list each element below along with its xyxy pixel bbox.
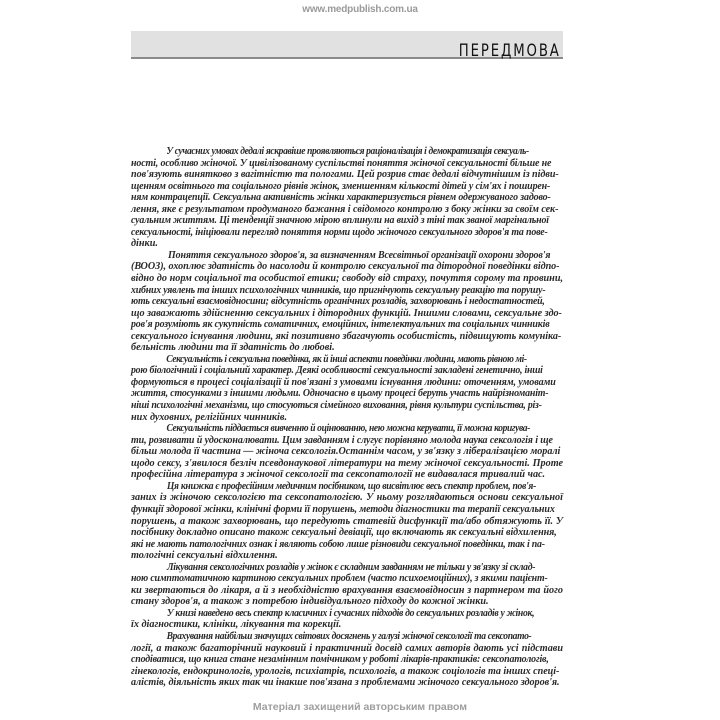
text-line: відно до норм соціальної та особистої етики; свободу від страху, почуття сорому та провини, [131,273,564,285]
text-line: ки звертаються до лікаря, а й з необхідністю врахування взаємовідносин з партнером та його [131,584,563,596]
text-line: які не мають патологічних ознак і являють собою лише різновиди сексуальної поведінки, так і па- [131,538,545,550]
text-line: рою біологічний і соціальний характер. Деякі особливості сексуальності закладені генетично, інші [131,365,543,377]
text-line: життя, стосунками з іншими людьми. Одночасно в цьому процесі беруть участь найрізноманіт- [131,388,549,400]
text-line: алістів, діяльність яких так чи інакше пов'язана з проблемами жіночого сексуального здоров'я. [131,677,560,689]
preface-body [131,146,563,689]
copyright-notice: Матеріал захищений авторським правом [252,701,468,713]
text-line: сексуального існування людини, які позитивно збагачують особистість, підвищують комуніка- [131,330,562,342]
paragraph [131,631,563,689]
text-line: щенням освітнього та соціального рівнів жінок, зменшенням кількості дітей у сім'ях і поширен- [131,180,551,192]
text-line: Поняття сексуального здоров'я, за визначенням Всесвітньої організації охорони здоров'я [168,249,551,261]
text-line: логії, а також багаторічний науковий і практичний досвід самих авторів дають усі підстави [131,642,564,654]
paragraph [131,250,563,354]
text-line: що заважають здійсненню сексуальних і дітородних функцій. Іншими словами, сексуальне здо- [131,307,562,319]
text-line: сподіватися, що книга стане незамінним помічником у роботі лікарів-практиків: сексопатологів, [131,654,549,666]
paragraph [131,146,563,250]
text-line: ності, особливо жіночої. У цивілізованому суспільстві поняття жіночої сексуальності більше не [131,157,552,169]
text-line: ти, розвивати й удосконалювати. Цим завданням і слугує порівняно молода наука сексологія і ще [131,434,553,446]
text-line: гінекологів, ендокринологів, урологів, психіатрів, психологів, а також соціологів та інших спеці- [131,665,560,677]
chapter-title: ПЕРЕДМОВА [459,41,561,61]
text-line: Врахування найбільш значущих світових досягнень у галузі жіночої сексології та сексопато- [166,630,532,642]
text-line: ров'я розуміють як сукупність соматичних, емоційних, інтелектуальних та соціальних чинників [131,319,550,331]
paragraph [131,423,563,481]
paragraph [131,481,563,562]
paragraph [131,562,563,608]
text-line: формуються в процесі соціалізації й пов'язані з умовами існування людини: оточенням, умовами [131,376,556,388]
text-line: посібнику докладно описано також сексуальні девіації, що включають як сексуальні відхилення, [131,527,557,539]
text-line: ням контрацепції. Сексуальна активність жінки характеризується рівнем одержуваного задово- [131,192,551,204]
site-url-watermark: www.medpublish.com.ua [302,4,418,15]
text-line: суальним життям. Ці тенденції значною мірою вплинули на вихід з тіні так званої маргінальної [131,215,549,227]
text-line: порушень, а також захворювань, що передують статевій дисфункції та/або обтяжують її. У [131,515,563,527]
text-line: хибних уявлень та інших психологічних чинників, що пригнічують сексуальну реакцію та порушу- [131,284,546,296]
text-line: їх діагностики, клініки, лікування та корекції. [131,619,342,631]
text-line: Сексуальність піддається вивченню й оцінюванню, нею можна керувати, її можна коригува- [166,423,530,435]
text-line: стану здоров'я, а також з потребою індивідуального підходу до кожної жінки. [131,596,489,608]
text-line: Лікування сексологічних розладів у жінок є складним завданням не тільки у зв'язку зі склад- [166,561,536,573]
chapter-header-band [131,31,563,59]
text-line: ною симптоматичною картиною сексуальних проблем (часто психоемоційних), з якими пацієнт- [131,573,548,585]
text-line: сексуальності, ініціювали перегляд поняття норми щодо жіночого сексуального здоров'я та пове- [131,226,548,238]
text-line: лення, яке є результатом продуманого бажання і свідомого контролю з боку жінки за своїм сек- [131,203,559,215]
text-line: ніші психологічні механізми, що стосуються сімейного виховання, рівня культури суспільства, різ- [131,400,542,412]
text-line: У сучасних умовах дедалі яскравіше проявляються раціоналізація і демократизація сексуаль- [166,146,529,157]
text-line: професійна література з жіночої сексології та сексопатології не видавалася тривалий час. [131,469,546,481]
paragraph [131,608,563,631]
text-line: них духовних, релігійних чинників. [131,411,287,423]
text-line: ють сексуальні взаємовідносини; відсутність органічних розладів, захворювань і недостатностей, [131,296,545,308]
text-line: пов'язують винятково з вагітністю та пологами. Цей розрив стає дедалі відчутнішим із підви- [131,169,559,181]
text-line: Ця книжка є професійним медичним посібником, що висвітлює весь спектр проблем, пов'я- [166,480,536,492]
text-line: бельність людини та її здатність до любові. [131,342,335,354]
text-line: більш молода її частина — жіноча сексологія.Останнім часом, у зв'язку з лібералізацією моралі [131,446,561,458]
text-line: щодо сексу, з'явилося безліч псевдонаукової літератури на тему жіночої сексуальності. Проте [131,457,564,469]
text-line: дінки. [131,238,158,250]
text-line: заних із жіночою сексологією та сексопатологією. У ньому розглядаються основи сексуальної [131,492,563,504]
text-line: тологічні сексуальні відхилення. [131,550,278,562]
text-line: У книзі наведено весь спектр класичних і сучасних підходів до сексуальних розладів у жінок, [166,607,535,619]
paragraph [131,354,563,423]
text-line: функції здорової жінки, клінічні форми її порушень, методи діагностики та терапії сексуальних [131,503,555,515]
text-line: Сексуальність і сексуальна поведінка, як й інші аспекти поведінки людини, мають рівною мі- [166,353,527,365]
text-line: (ВООЗ), охоплює здатність до насолоди й контролю сексуальної та дітородної поведінки відпо- [131,261,560,273]
